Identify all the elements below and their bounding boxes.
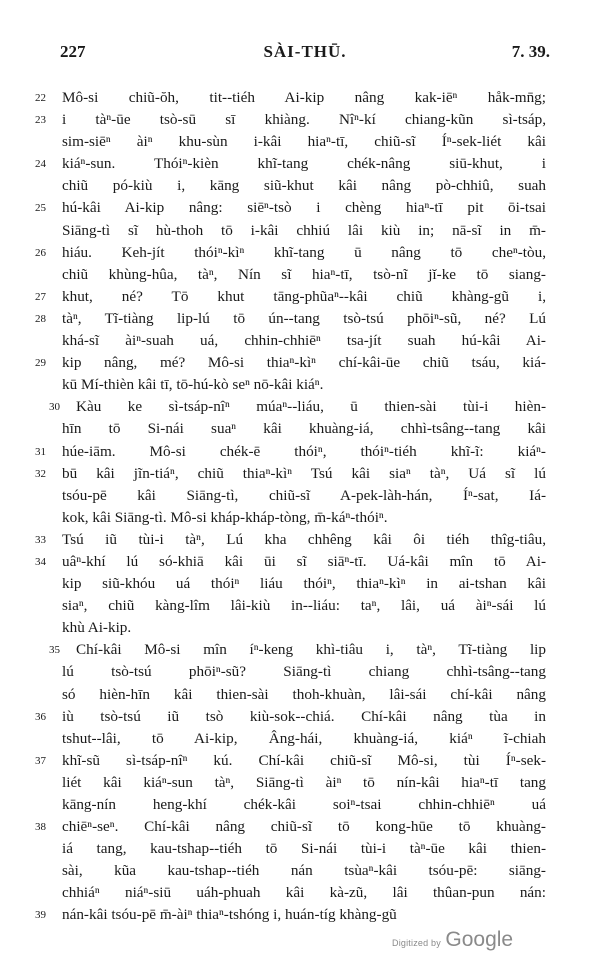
watermark-prefix: Digitized by: [392, 938, 441, 948]
verse-number: 37: [35, 754, 46, 767]
line-text: chiēⁿ-seⁿ. Chí-kâi nâng chiũ-sĩ tō kong-hūe tō khuàng-: [62, 818, 546, 836]
line-text: Chí-kâi Mô-si mîn íⁿ-keng khì-tiâu i, tàⁿ, Tĩ-tiàng lip: [76, 641, 546, 659]
line-text: khù Ai-kip.: [62, 619, 132, 637]
text-line: [49, 639, 546, 661]
line-text: tshut--lâi, tō Ai-kip, Âng-hái, khuàng-iá, kiáⁿ ĩ-chiah: [62, 729, 546, 747]
text-line: [62, 131, 546, 153]
line-text: Tsú iũ tùi-i tàⁿ, Lú kha chhêng kâi ôi tiéh thîg-tiâu,: [62, 530, 546, 548]
text-line: [62, 264, 546, 286]
line-text: kiáⁿ-sun. Thóiⁿ-kièn khĩ-tang chék-nâng siū-khut, i: [62, 155, 546, 173]
text-line: [35, 750, 546, 772]
text-line: [35, 529, 546, 551]
line-text: kāng-nín heng-khí chék-kâi soiⁿ-tsai chhin-chhiēⁿ uá: [62, 796, 546, 813]
text-line: [35, 87, 546, 109]
verse-number: 36: [35, 710, 46, 723]
line-text: kip siũ-khóu uá thóiⁿ liáu thóiⁿ, thiaⁿ-kìⁿ in ai-tshan kâi: [62, 575, 546, 593]
text-line: [35, 352, 546, 374]
text-line: [62, 418, 546, 440]
line-text: nán-kâi tsóu-pē m̄-àiⁿ thiaⁿ-tshóng i, huán-tíg khàng-gũ: [62, 906, 397, 924]
page-header: [60, 42, 550, 64]
digitized-by-google-watermark: [392, 928, 513, 952]
chapter-verse-ref: 7. 39.: [511, 42, 550, 61]
line-text: chhiáⁿ niáⁿ-siū uáh-phuah kâi kà-zũ, lâi thûan-pun nán:: [62, 884, 546, 902]
verse-number: 34: [35, 555, 46, 568]
line-text: Mô-si chiũ-ŏh, tit--tiéh Ai-kip nâng kak-iēⁿ håk-mn̄g;: [62, 89, 546, 106]
line-text: chiũ pó-kiù i, kāng siũ-khut kâi nâng pò-chhiû, suah: [62, 177, 546, 195]
verse-number: 25: [35, 202, 46, 215]
line-text: hīn tō Si-nái suaⁿ kâi khuàng-iá, chhì-tsâng--tang kâi: [62, 420, 546, 438]
verse-number: 39: [35, 909, 46, 922]
text-line: [35, 816, 546, 838]
verse-number: 35: [49, 644, 60, 657]
line-text: khá-sĩ àiⁿ-suah uá, chhin-chhiēⁿ tsa-jít suah hú-kâi Ai-: [62, 332, 546, 350]
line-text: tàⁿ, Tĩ-tiàng lip-lú tō ún--tang tsò-tsú phōiⁿ-sũ, né? Lú: [62, 309, 546, 327]
text-line: [62, 175, 546, 197]
verse-number: 23: [35, 114, 46, 127]
text-line: [35, 308, 546, 330]
verse-number: 30: [49, 401, 60, 414]
verse-number: 28: [35, 312, 46, 325]
text-line: [62, 595, 546, 617]
line-text: Siāng-tì sĩ hù-thoh tō i-kâi chhiú lâi kiù in; nā-sĩ in m̄-: [62, 221, 546, 239]
text-line: [62, 485, 546, 507]
text-line: [62, 728, 546, 750]
line-text: só hièn-hīn kâi thien-sài thoh-khuàn, lâi-sái chí-kâi nâng: [62, 685, 546, 703]
verse-number: 26: [35, 246, 46, 259]
line-text: i tàⁿ-ūe tsò-sū sī khiàng. Nîⁿ-kí chiang-kũn sì-tsáp,: [62, 111, 546, 129]
text-line: [62, 772, 546, 794]
line-text: sim-siēⁿ àiⁿ khu-sùn i-kâi hiaⁿ-tī, chiũ-sĩ Íⁿ-sek-liét kâi: [62, 133, 546, 151]
text-line: [35, 441, 546, 463]
verse-number: 27: [35, 290, 46, 303]
text-line: [62, 507, 546, 529]
verse-number: 29: [35, 357, 46, 370]
line-text: lú tsò-tsú phōiⁿ-sũ? Siāng-tì chiang chhì-tsâng--tang: [62, 663, 546, 681]
line-text: kok, kâi Siāng-tì. Mô-si kháp-kháp-tòng, m̄-káⁿ-thóiⁿ.: [62, 508, 388, 526]
line-text: hiáu. Keh-jít thóiⁿ-kìⁿ khĩ-tang ū nâng tō cheⁿ-tòu,: [62, 243, 546, 261]
line-text: liét kâi kiáⁿ-sun tàⁿ, Siāng-tì àiⁿ tō nín-kâi hiaⁿ-tī tang: [62, 773, 546, 791]
google-logo: Google: [445, 928, 514, 951]
page-number: 227: [60, 42, 86, 61]
text-line: [35, 109, 546, 131]
verse-number: 31: [35, 445, 46, 458]
text-line: [62, 882, 546, 904]
verse-number: 24: [35, 158, 46, 171]
text-line: [35, 286, 546, 308]
verse-number: 22: [35, 92, 46, 104]
line-text: iù tsò-tsú iũ tsò kiù-sok--chiá. Chí-kâi nâng tùa in: [62, 707, 546, 725]
line-text: kip nâng, mé? Mô-si thiaⁿ-kìⁿ chí-kâi-ūe chiũ tsáu, kiá-: [62, 354, 546, 372]
text-line: [62, 794, 546, 816]
line-text: khĩ-sũ sì-tsáp-nîⁿ kú. Chí-kâi chiũ-sĩ Mô-si, tùi Íⁿ-sek-: [62, 751, 546, 769]
body-text: [35, 87, 546, 927]
text-line: [35, 463, 546, 485]
text-line: [62, 684, 546, 706]
text-line: [62, 573, 546, 595]
line-text: kū Mí-thièn kâi tī, tō-hú-kò seⁿ nō-kâi kiáⁿ.: [62, 376, 324, 394]
line-text: chiũ khùng-hûa, tàⁿ, Nín sĩ hiaⁿ-tī, tsò-nĩ jĭ-ke tō siang-: [62, 265, 546, 283]
text-line: [62, 838, 546, 860]
running-title: SÀI-THŪ.: [263, 42, 347, 61]
line-text: tsóu-pē kâi Siāng-tì, chiũ-sĩ A-pek-làh-hán, Íⁿ-sat, Iá-: [62, 486, 546, 504]
line-text: khut, né? Tō khut tāng-phũaⁿ--kâi chiũ khàng-gũ i,: [62, 287, 546, 305]
line-text: bū kâi jĩn-tiáⁿ, chiũ thiaⁿ-kìⁿ Tsú kâi siaⁿ tàⁿ, Uá sĩ lú: [62, 464, 546, 482]
text-line: [62, 617, 546, 639]
text-line: [62, 330, 546, 352]
line-text: húe-iām. Mô-si chék-ē thóiⁿ, thóiⁿ-tiéh khĩ-ĩ: kiáⁿ-: [62, 442, 546, 460]
verse-number: 32: [35, 467, 46, 480]
line-text: hú-kâi Ai-kip nâng: siēⁿ-tsò i chèng hiaⁿ-tī pit ōi-tsai: [62, 199, 546, 217]
line-text: iá tang, kau-tshap--tiéh tō Si-nái tùi-i tàⁿ-ūe kâi thien-: [62, 840, 546, 858]
line-text: uâⁿ-khí lú só-khiā kâi ūi sĩ siāⁿ-tī. Uá-kâi mîn tō Ai-: [62, 552, 546, 570]
text-line: [62, 860, 546, 882]
text-line: [35, 153, 546, 175]
text-line: [35, 242, 546, 264]
text-line: [35, 197, 546, 219]
text-line: [62, 220, 546, 242]
text-line: [35, 904, 546, 926]
text-line: [35, 706, 546, 728]
text-line: [62, 374, 546, 396]
line-text: sài, kũa kau-tshap--tiéh nán tsùaⁿ-kâi tsóu-pē: siāng-: [62, 862, 546, 880]
text-line: [49, 396, 546, 418]
verse-number: 38: [35, 821, 46, 834]
verse-number: 33: [35, 533, 46, 546]
line-text: siaⁿ, chiũ kàng-lîm lâi-kiù in--liáu: taⁿ, lâi, uá àiⁿ-sái lú: [62, 597, 546, 615]
text-line: [35, 551, 546, 573]
line-text: Kàu ke sì-tsáp-nîⁿ múaⁿ--liáu, ū thien-sài tùi-i hièn-: [76, 398, 546, 416]
text-line: [62, 661, 546, 683]
